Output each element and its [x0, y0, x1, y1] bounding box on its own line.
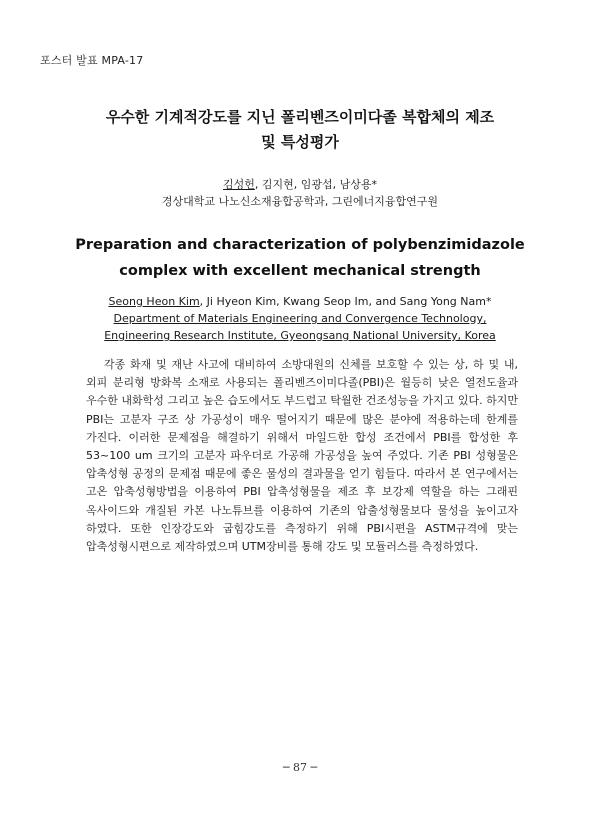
korean-title-line-1: 우수한 기계적강도를 지닌 폴리벤즈이미다졸 복합체의 제조 [105, 108, 495, 126]
korean-authors [0, 176, 600, 194]
english-affiliation [0, 310, 600, 344]
english-presenting-author: Seong Heon Kim [108, 295, 200, 308]
english-title-line-2: complex with excellent mechanical strength [119, 263, 481, 279]
korean-title-line-2: 및 특성평가 [261, 133, 339, 151]
english-authors [0, 293, 600, 310]
english-affiliation-line-1: Department of Materials Engineering and Convergence Technology, [113, 312, 487, 325]
abstract-body: 각종 화재 및 재난 사고에 대비하여 소방대원의 신체를 보호할 수 있는 상, 하 및 내, 외피 분리형 방화복 소재로 사용되는 폴리벤즈이미다졸(PBI)은 월등히 낮은 열전도율과 우수한 내화학성 그리고 높은 습도에서도 부드럽고 탁월한 건조성능을 가지고 있다. 하지만 PBI는 고분자 구조 상 가공성이 매우 떨어지기 때문에 많은 분야에 적용하는데 한계를 가진다. 이러한 문제점을 해결하기 위해서 마일드한 합성 조건에서 PBI를 합성한 후 53~100 um 크기의 고분자 파우더로 가공해 가공성을 높여 주었다. 기존 PBI 성형물은 압축성형 공정의 문제점 때문에 좋은 물성의 결과물을 얻기 힘들다. 따라서 본 연구에서는 고온 압축성형방법을 이용하여 PBI 압축성형물을 제조 후 보강제 역할을 하는 그래핀 옥사이드와 개질된 카본 나노튜브를 이용하여 기존의 압출성형물보다 물성을 높이고자 하였다. 또한 인장강도와 굽힘강도를 측정하기 위해 PBI시편을 ASTM규격에 맞는 압축성형시편으로 제작하였으며 UTM장비를 통해 강도 및 모듈러스를 측정하였다. [86, 358, 518, 554]
poster-session-tag: 포스터 발표 MPA-17 [40, 54, 144, 67]
english-title [0, 232, 600, 284]
english-title-line-1: Preparation and characterization of polybenzimidazole [75, 237, 525, 253]
korean-presenting-author: 김성헌 [222, 178, 255, 191]
page-number: ─ 87 ─ [282, 761, 318, 774]
english-co-authors: , Ji Hyeon Kim, Kwang Seop Im, and Sang Yong Nam* [199, 295, 492, 308]
korean-affiliation: 경상대학교 나노신소재융합공학과, 그린에너지융합연구원 [161, 195, 439, 208]
english-affiliation-line-2: Engineering Research Institute, Gyeongsang National University, Korea [104, 329, 496, 342]
korean-co-authors: , 김지현, 임광섭, 남상용* [254, 178, 377, 191]
korean-title [0, 105, 600, 155]
